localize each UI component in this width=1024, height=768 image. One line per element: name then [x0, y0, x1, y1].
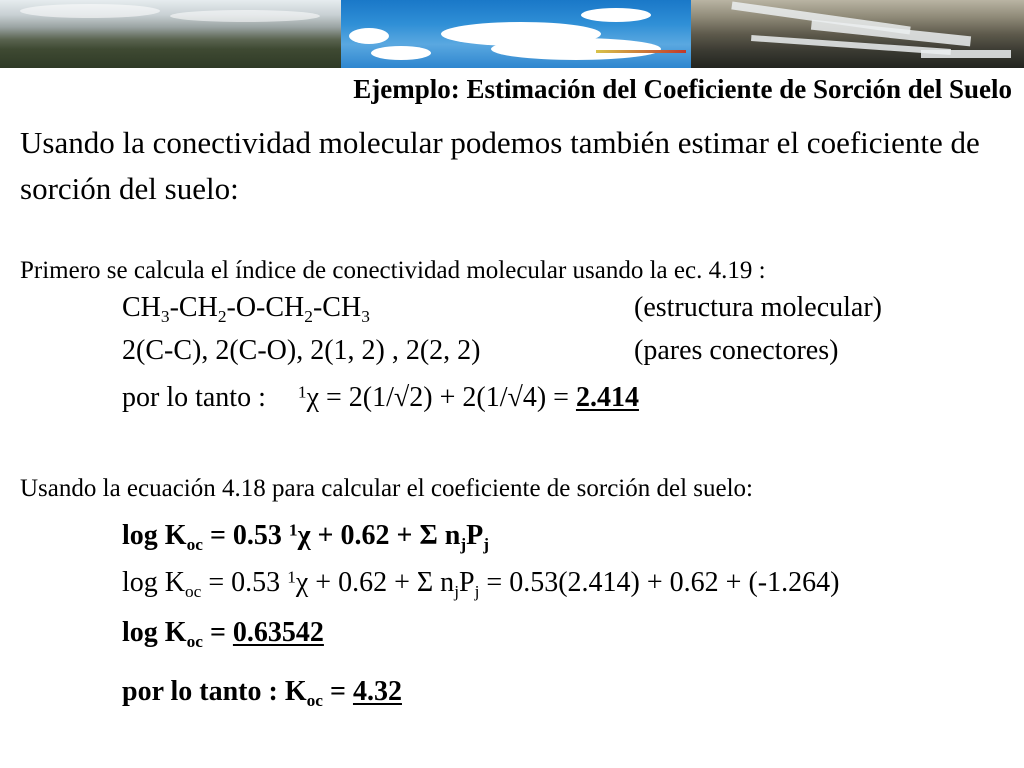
step2-instruction: Usando la ecuación 4.18 para calcular el coeficiente de sorción del suelo: — [20, 475, 754, 502]
log-koc-value: 0.63542 — [232, 617, 324, 648]
log-koc-result: $\log K_{oc} = 0.63542$ — [122, 617, 324, 652]
slide-title: Ejemplo: Estimación del Coeficiente de Sorción del Suelo — [353, 74, 1012, 104]
koc-value: 4.32 — [352, 676, 402, 707]
structure-label: (estructura molecular) — [634, 292, 882, 323]
molecular-structure: $CH_3-CH_2-O-CH_2-CH_3$ — [122, 292, 370, 327]
banner-waterfall-image — [691, 0, 1024, 68]
step1-instruction: Primero se calcula el índice de conectividad molecular usando la ec. 4.19 : — [20, 257, 766, 284]
koc-final-result: por lo tanto : $K_{oc} = 4.32$ — [122, 676, 402, 711]
connectivity-value: 2.414 — [575, 382, 639, 413]
banner-landscape-image — [0, 0, 341, 68]
header-banner — [0, 0, 1024, 68]
connectivity-result: por lo tanto : $^1$χ = 2(1/√2) + 2(1/√4) = 2.414 — [122, 382, 639, 413]
banner-sky-image — [341, 0, 691, 68]
connector-pairs: 2(C-C), 2(C-O), 2(1, 2) , 2(2, 2) — [122, 335, 481, 366]
intro-paragraph: Usando la conectividad molecular podemos también estimar el coeficiente de sorción del suelo: — [20, 125, 980, 206]
equation-general: $\log K_{oc} = 0.53$ $^1$χ + 0.62 + Σ $n_jP_j$ — [122, 520, 490, 555]
equation-substituted: $\log K_{oc} = 0.53$ $^1$χ + 0.62 + Σ $n_jP_j = 0.53(2.414) + 0.62 + (-1.264)$ — [122, 567, 840, 602]
banner-streak — [596, 50, 686, 53]
pairs-label: (pares conectores) — [634, 335, 839, 366]
